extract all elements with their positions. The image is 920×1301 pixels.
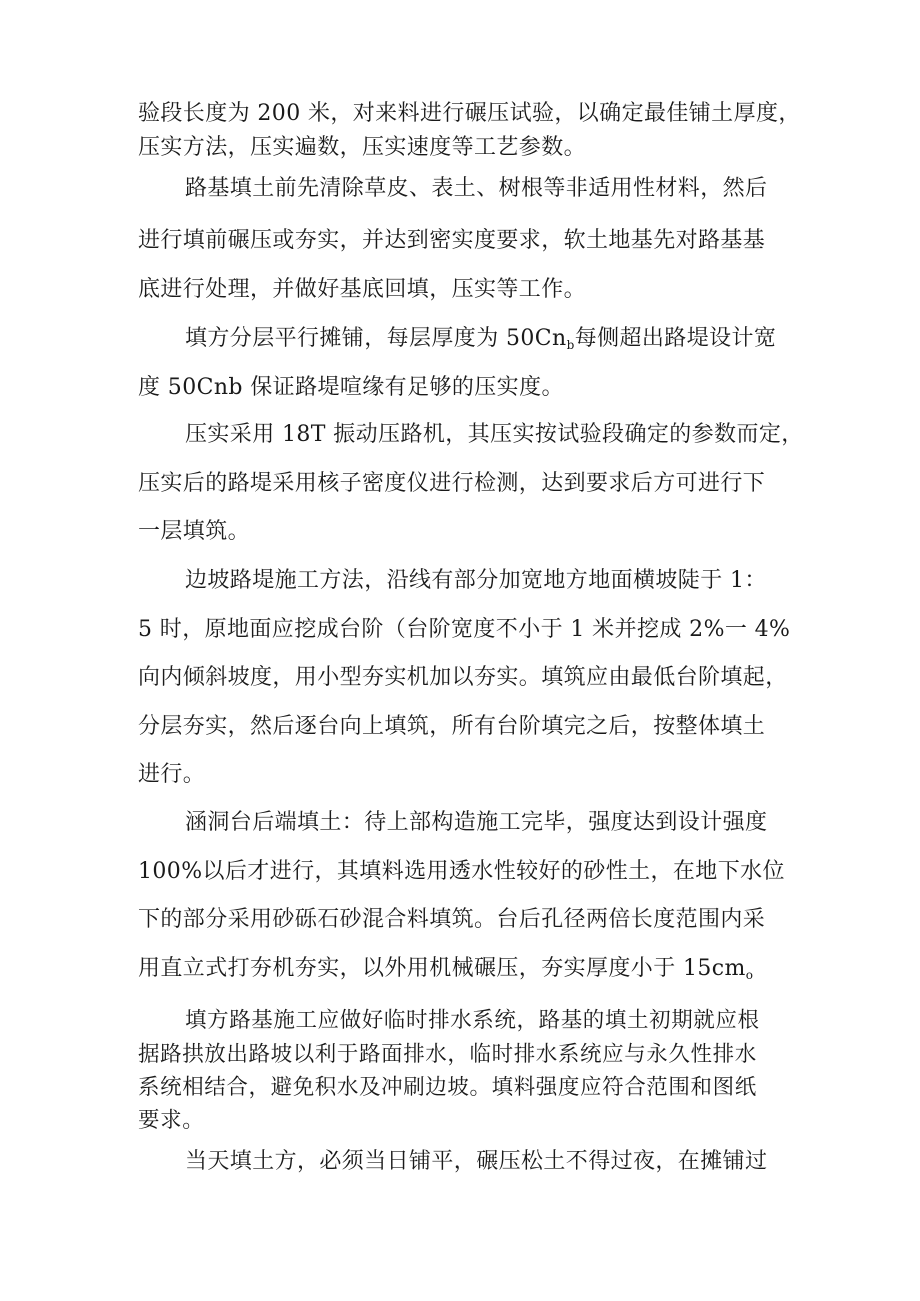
text-line: 系统相结合，避免积水及冲刷边坡。填料强度应符合范围和图纸 xyxy=(138,1075,757,1100)
text-segment: 填方分层平行摊铺，每层厚度为 50Cn xyxy=(185,326,567,351)
subscript-text: b xyxy=(566,338,575,352)
text-line: 据路拱放出路坡以利于路面排水，临时排水系统应与永久性排水 xyxy=(138,1042,757,1067)
text-segment: 用直立式打夯机夯实，以外用机械碾压，夯实厚度小于 15cm xyxy=(138,956,746,981)
text-line: 度 50Cnb 保证路堤喧缘有足够的压实度。 xyxy=(138,375,564,400)
text-line xyxy=(185,328,776,350)
text-line: 涵洞台后端填土：待上部构造施工完毕，强度达到设计强度 xyxy=(185,810,768,835)
text-line: 压实采用 18T 振动压路机，其压实按试验段确定的参数而定， xyxy=(185,422,804,447)
text-line xyxy=(138,958,753,980)
text-line: 100%以后才进行，其填料选用透水性较好的砂性土，在地下水位 xyxy=(138,859,785,884)
text-line: 底进行处理，并做好基底回填，压实等工作。 xyxy=(138,277,587,302)
text-line: 进行填前碾压或夯实，并达到密实度要求，软土地基先对路基基 xyxy=(138,228,766,253)
text-line: 分层夯实，然后逐台向上填筑，所有台阶填完之后，按整体填土 xyxy=(138,714,766,739)
text-line: 下的部分采用砂砾石砂混合料填筑。台后孔径两倍长度范围内采 xyxy=(138,907,766,932)
text-line: 要求。 xyxy=(138,1108,205,1133)
text-line: 当天填土方，必须当日铺平，碾压松土不得过夜，在摊铺过 xyxy=(185,1149,768,1174)
text-line: 路基填土前先清除草皮、表土、树根等非适用性材料，然后 xyxy=(185,176,768,201)
text-line: 5 时，原地面应挖成台阶（台阶宽度不小于 1 米并挖成 2%一 4% xyxy=(138,617,791,642)
text-line: 验段长度为 200 米，对来料进行碾压试验，以确定最佳铺土厚度， xyxy=(138,101,801,126)
text-segment: 每侧超出路堤设计宽 xyxy=(574,326,777,351)
text-line: 边坡路堤施工方法，沿线有部分加宽地方地面横坡陡于 1： xyxy=(185,568,767,593)
text-line: 向内倾斜坡度，用小型夯实机加以夯实。填筑应由最低台阶填起， xyxy=(138,665,788,690)
text-line: 填方路基施工应做好临时排水系统，路基的填土初期就应根 xyxy=(185,1008,760,1033)
text-line: 压实方法，压实遍数，压实速度等工艺参数。 xyxy=(138,135,587,160)
text-line: 一层填筑。 xyxy=(138,519,251,544)
subscript-text: o xyxy=(745,968,754,982)
text-line: 进行。 xyxy=(138,762,206,787)
text-line: 压实后的路堤采用核子密度仪进行检测，达到要求后方可进行下 xyxy=(138,471,766,496)
